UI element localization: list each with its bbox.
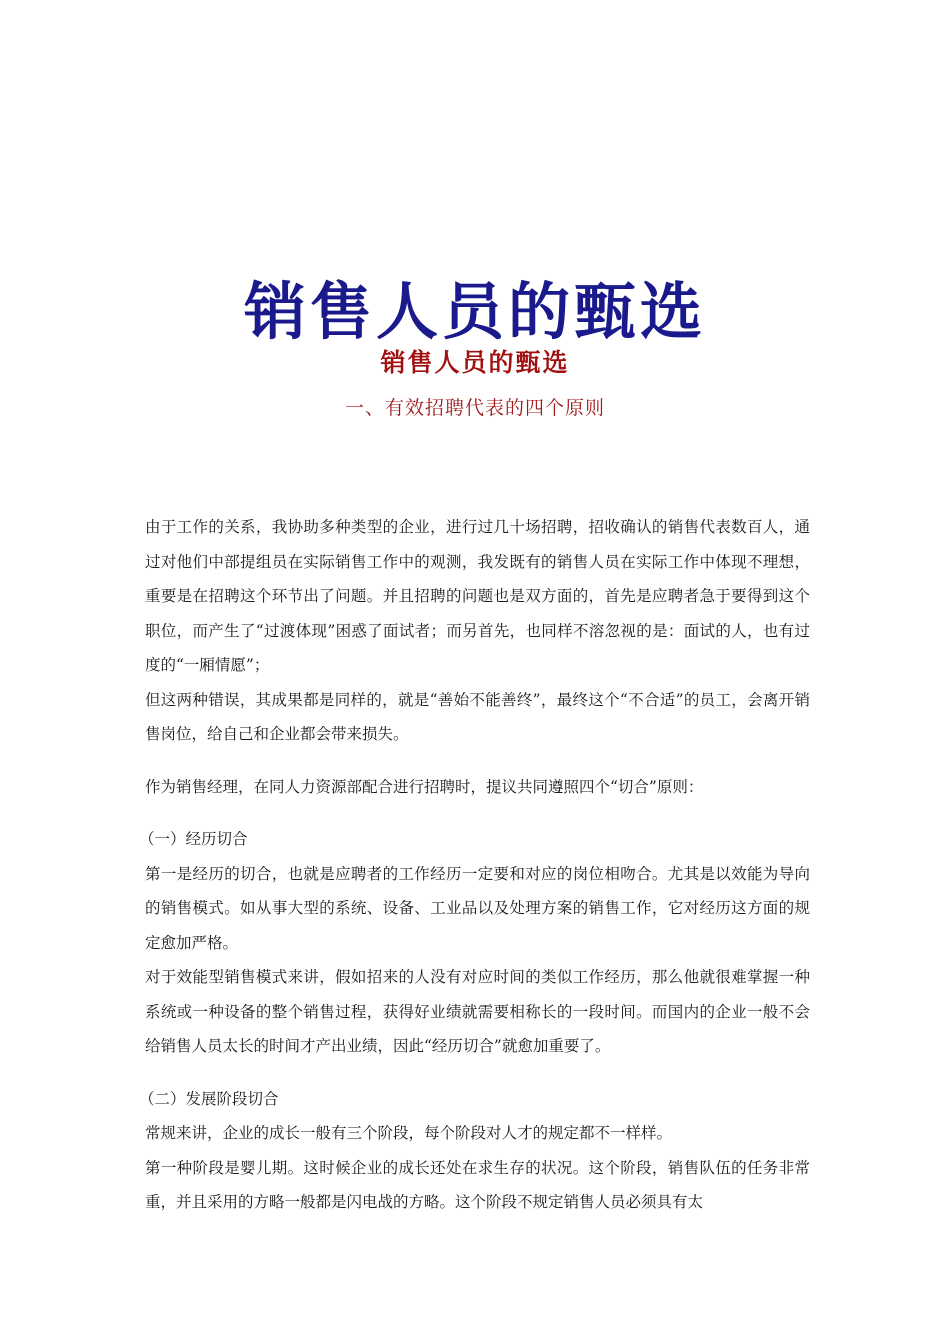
paragraph-intro: 由于工作的关系，我协助多种类型的企业，进行过几十场招聘，招收确认的销售代表数百人，通过对他们中部提组员在实际销售工作中的观测，我发既有的销售人员在实际工作中体现不理想，重要是在招聘这个环节出了问题。并且招聘的问题也是双方面的，首先是应聘者急于要得到这个职位，而产生了“过渡体现”困惑了面试者；而另首先，也同样不溶忽视的是：面试的人，也有过度的“一厢情愿”； bbox=[145, 518, 810, 674]
paragraph-stages: 常规来讲，企业的成长一般有三个阶段，每个阶段对人才的规定都不一样样。 bbox=[145, 1124, 673, 1142]
paragraph-experience-2: 对于效能型销售模式来讲，假如招来的人没有对应时间的类似工作经历，那么他就很难掌握一种系统或一种设备的整个销售过程，获得好业绩就需要相称长的一段时间。而国内的企业一般不会给销售人员太长的时间才产出业绩，因此“经历切合”就愈加重要了。 bbox=[145, 968, 810, 1055]
paragraph-gap bbox=[145, 1064, 810, 1082]
paragraph-gap bbox=[145, 804, 810, 822]
paragraph-consequence: 但这两种错误，其成果都是同样的，就是“善始不能善终”，最终这个“不合适”的员工，会离开销售岗位，给自己和企业都会带来损失。 bbox=[145, 690, 810, 743]
paragraph-experience-1: 第一是经历的切合，也就是应聘者的工作经历一定要和对应的岗位相吻合。尤其是以效能为导向的销售模式。如从事大型的系统、设备、工业品以及处理方案的销售工作，它对经历这方面的规定愈加严格。 bbox=[145, 864, 810, 952]
section-heading: 一、有效招聘代表的四个原则 bbox=[344, 397, 605, 419]
subheading-development-stage: （二）发展阶段切合 bbox=[139, 1089, 279, 1108]
document-subtitle: 销售人员的甄选 bbox=[380, 348, 570, 377]
subheading-experience: （一）经历切合 bbox=[139, 830, 248, 848]
document-body bbox=[139, 510, 810, 1220]
paragraph-gap bbox=[145, 752, 810, 770]
paragraph-principles-intro: 作为销售经理，在同人力资源部配合进行招聘时，提议共同遵照四个“切合”原则： bbox=[145, 777, 704, 796]
paragraph-infancy-stage: 第一种阶段是婴儿期。这时候企业的成长还处在求生存的状况。这个阶段，销售队伍的任务非常重，并且采用的方略一般都是闪电战的方略。这个阶段不规定销售人员必须具有太 bbox=[145, 1158, 810, 1211]
document-title: 销售人员的甄选 bbox=[243, 275, 706, 348]
